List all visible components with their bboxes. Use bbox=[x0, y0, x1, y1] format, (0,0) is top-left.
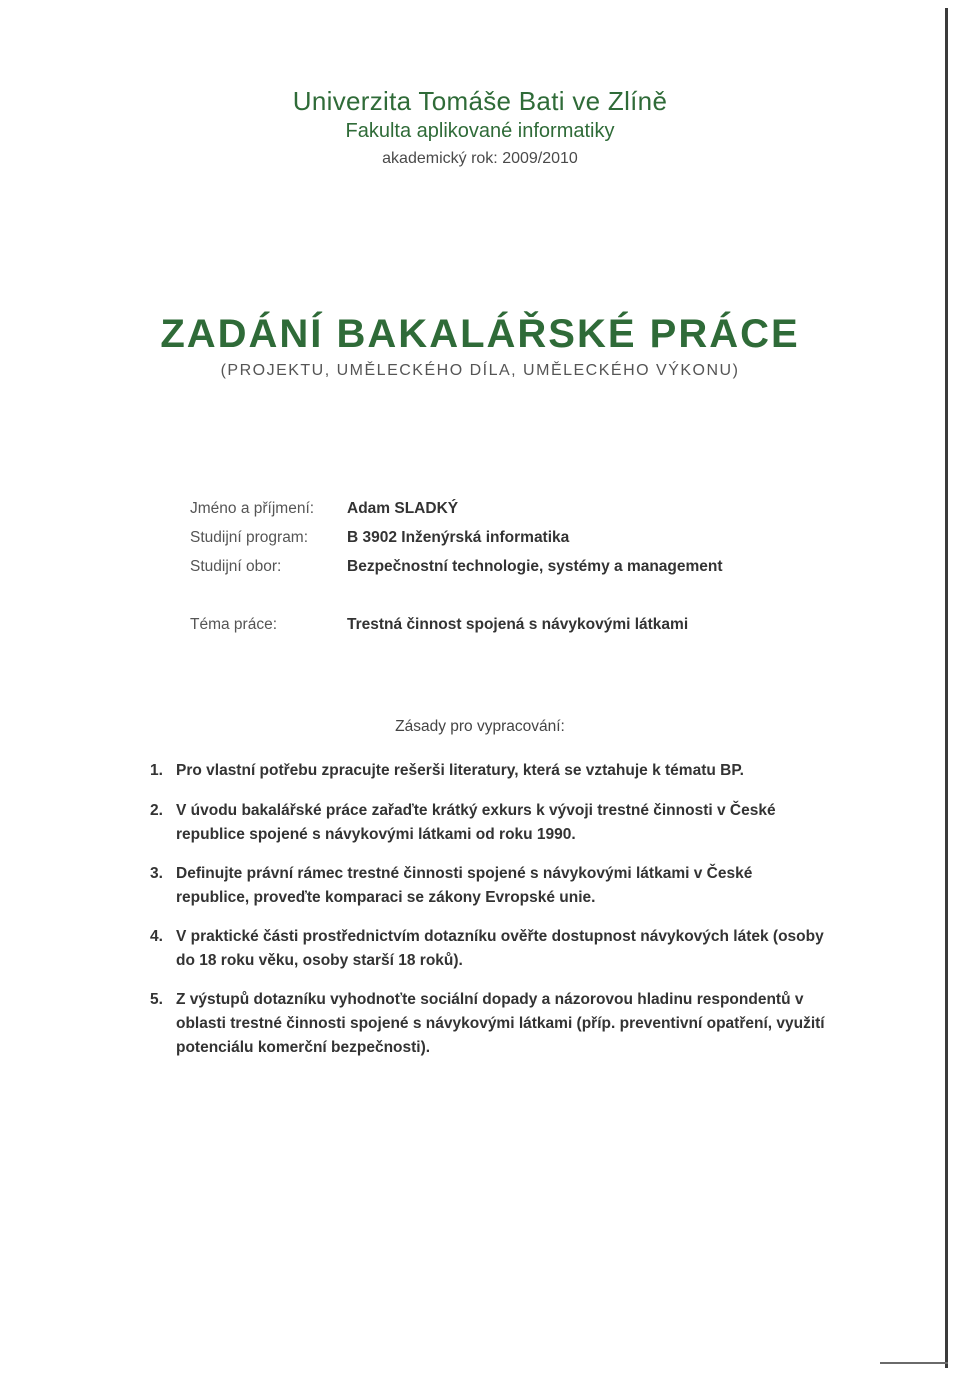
topic-value: Trestná činnost spojená s návykovými látkami bbox=[347, 616, 689, 633]
university-name: Univerzita Tomáše Bati ve Zlíně bbox=[292, 86, 668, 116]
program-label: Studijní program: bbox=[190, 529, 309, 546]
name-value: Adam SLADKÝ bbox=[347, 500, 459, 517]
faculty-name: Fakulta aplikované informatiky bbox=[345, 120, 615, 142]
guideline-number: 4. bbox=[150, 928, 163, 945]
scan-edge-bottom-line bbox=[880, 1362, 948, 1364]
guideline-number: 5. bbox=[150, 991, 163, 1008]
field-label: Studijní obor: bbox=[190, 558, 282, 575]
guideline-number: 2. bbox=[150, 802, 163, 819]
document-subtitle: (PROJEKTU, UMĚLECKÉHO DÍLA, UMĚLECKÉHO VÝKONU) bbox=[220, 362, 740, 379]
guideline-text: V úvodu bakalářské práce zařaďte krátký exkurs k vývoji trestné činnosti v České republice spojené s návykovými látkami od roku 1990. bbox=[176, 802, 776, 843]
guideline-text: Z výstupů dotazníku vyhodnoťte sociální dopady a názorovou hladinu respondentů v oblasti trestné činnosti spojené s návykovými látkami (příp. preventivní opatření, využití potenciálu komerční bezpečnosti). bbox=[176, 991, 825, 1056]
program-value: B 3902 Inženýrská informatika bbox=[347, 529, 570, 546]
guideline-text: Pro vlastní potřebu zpracujte rešerši literatury, která se vztahuje k tématu BP. bbox=[176, 762, 744, 779]
academic-year: akademický rok: 2009/2010 bbox=[382, 150, 578, 167]
guideline-number: 1. bbox=[150, 762, 163, 779]
name-label: Jméno a příjmení: bbox=[190, 500, 315, 517]
field-value: Bezpečnostní technologie, systémy a management bbox=[347, 558, 723, 575]
guideline-number: 3. bbox=[150, 865, 163, 882]
guideline-text: V praktické části prostřednictvím dotazníku ověřte dostupnost návykových látek (osoby do 18 roku věku, osoby starší 18 roků). bbox=[176, 928, 824, 969]
topic-label: Téma práce: bbox=[190, 616, 278, 633]
guidelines-heading: Zásady pro vypracování: bbox=[395, 718, 565, 735]
guideline-text: Definujte právní rámec trestné činnosti spojené s návykovými látkami v České republice, proveďte komparaci se zákony Evropské unie. bbox=[176, 865, 753, 906]
document-title: ZADÁNÍ BAKALÁŘSKÉ PRÁCE bbox=[160, 312, 800, 356]
scan-edge-line bbox=[945, 8, 948, 1368]
